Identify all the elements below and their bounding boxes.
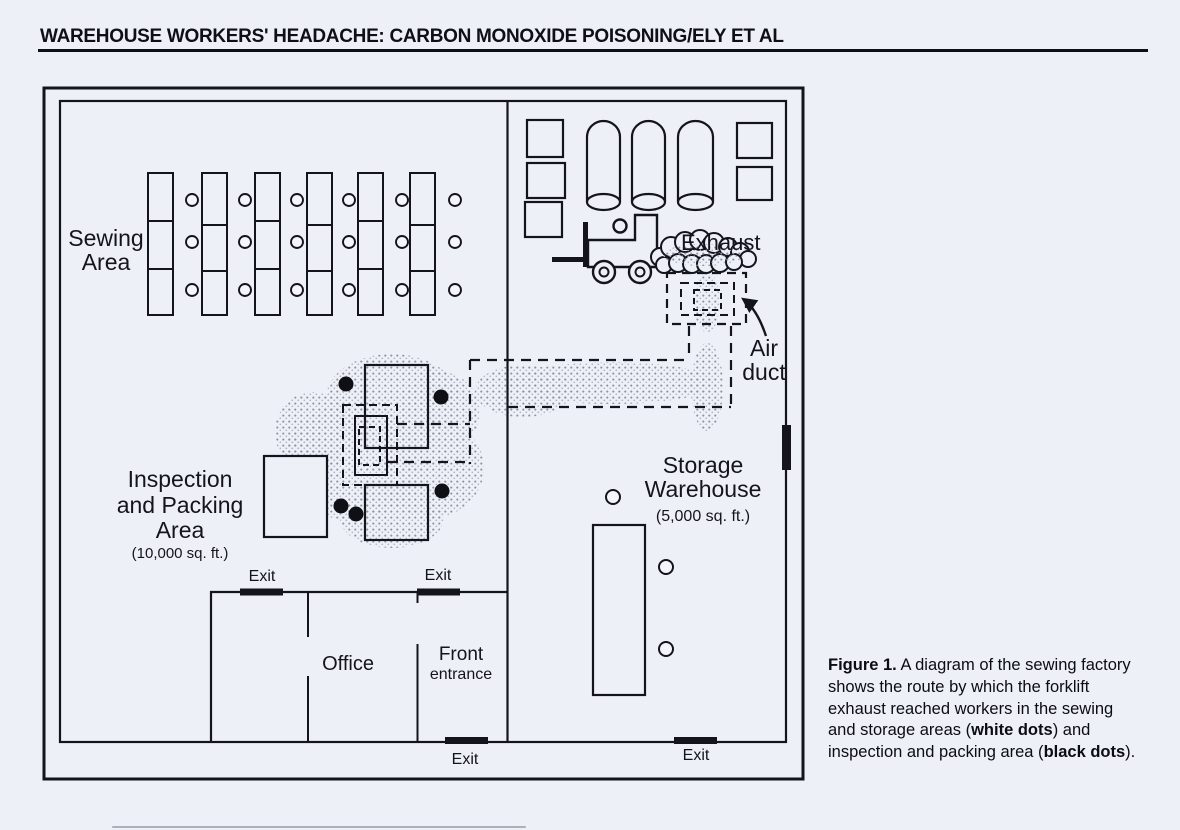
label-office: Office xyxy=(322,653,374,675)
svg-text:entrance: entrance xyxy=(429,666,493,683)
exit-door-storage xyxy=(674,737,717,744)
label-exit-3: Exit xyxy=(451,751,479,768)
label-inspection-size: (10,000 sq. ft.) xyxy=(131,545,229,562)
scan-artifact-line xyxy=(112,826,526,828)
svg-text:Warehouse: Warehouse xyxy=(644,476,762,502)
label-exit-2: Exit xyxy=(424,567,452,584)
label-exhaust: Exhaust xyxy=(681,230,761,255)
forklift-driver-head xyxy=(614,220,627,233)
forklift-wheel xyxy=(593,261,615,283)
label-exit-1: Exit xyxy=(248,568,276,585)
label-storage-warehouse: Storage xyxy=(662,452,744,478)
label-front-entrance: Front xyxy=(438,644,484,665)
forklift xyxy=(552,215,657,283)
caption-black-dots: black dots xyxy=(1043,743,1126,762)
running-head: WAREHOUSE WORKERS' HEADACHE: CARBON MONOXIDE POISONING/ELY ET AL xyxy=(40,26,784,47)
label-exit-4: Exit xyxy=(682,747,710,764)
forklift-forks xyxy=(552,257,586,262)
exit-door-office-left xyxy=(240,589,283,596)
label-air-duct: Air xyxy=(749,335,779,361)
svg-text:Area: Area xyxy=(81,249,131,275)
exit-door-office-right xyxy=(417,589,460,596)
figure-caption: Figure 1. A diagram of the sewing factory shows the route by which the forklift exhaust reached workers in the sewing and storage areas (white dots) and inspection and packing area (black dots). xyxy=(828,656,1136,762)
forklift-wheel xyxy=(629,261,651,283)
svg-text:Area: Area xyxy=(155,517,205,543)
svg-text:duct: duct xyxy=(742,359,786,385)
caption-white-dots: white dots xyxy=(971,721,1053,740)
exit-door-front xyxy=(445,737,488,744)
storage-rack xyxy=(593,525,645,695)
label-storage-size: (5,000 sq. ft.) xyxy=(655,508,751,525)
figure-caption-label: Figure 1. xyxy=(828,656,897,674)
label-sewing-area: Sewing xyxy=(68,225,144,251)
door-right-wall xyxy=(782,425,791,470)
storage-drums xyxy=(587,121,713,210)
svg-text:and Packing: and Packing xyxy=(116,492,244,518)
packing-table xyxy=(264,456,327,537)
label-inspection-area: Inspection xyxy=(127,466,233,492)
